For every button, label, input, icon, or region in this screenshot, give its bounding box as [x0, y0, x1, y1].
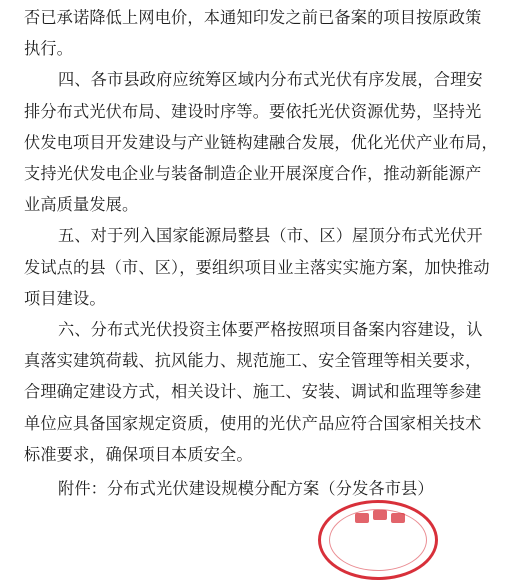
- seal-character-mark: [373, 510, 387, 520]
- paragraph-4-line-2: 排分布式光伏布局、建设时序等。要依托光伏资源优势，坚持光: [24, 102, 482, 121]
- paragraph-6-line-3: 合理确定建设方式，相关设计、施工、安装、调试和监理等参建: [24, 382, 482, 401]
- official-seal-icon: [318, 500, 438, 580]
- paragraph-5-line-2: 发试点的县（市、区），要组织项目业主落实实施方案，加快推动: [24, 258, 490, 277]
- paragraph-4-line-5: 业高质量发展。: [24, 195, 139, 214]
- paragraph-6-line-1: 六、分布式光伏投资主体要严格按照项目备案内容建设，认: [58, 320, 483, 339]
- paragraph-4-line-1: 四、各市县政府应统筹区域内分布式光伏有序发展，合理安: [58, 70, 483, 89]
- paragraph-4-line-4: 支持光伏发电企业与装备制造企业开展深度合作，推动新能源产: [24, 164, 482, 183]
- seal-character-mark: [391, 513, 405, 523]
- paragraph-5-line-1: 五、对于列入国家能源局整县（市、区）屋顶分布式光伏开: [58, 226, 483, 245]
- paragraph-6-line-4: 单位应具备国家规定资质，使用的光伏产品应符合国家相关技术: [24, 414, 482, 433]
- paragraph-4-line-3: 伏发电项目开发建设与产业链构建融合发展，优化光伏产业布局，: [24, 133, 498, 152]
- attachment-line: 附件：分布式光伏建设规模分配方案（分发各市县）: [58, 479, 434, 498]
- paragraph-6-line-2: 真落实建筑荷载、抗风能力、规范施工、安全管理等相关要求，: [24, 351, 482, 370]
- paragraph-6-line-5: 标准要求，确保项目本质安全。: [24, 445, 253, 464]
- paragraph-5-line-3: 项目建设。: [24, 289, 106, 308]
- seal-character-mark: [355, 513, 369, 523]
- body-line-1: 否已承诺降低上网电价，本通知印发之前已备案的项目按原政策: [24, 8, 482, 27]
- body-line-2: 执行。: [24, 39, 74, 58]
